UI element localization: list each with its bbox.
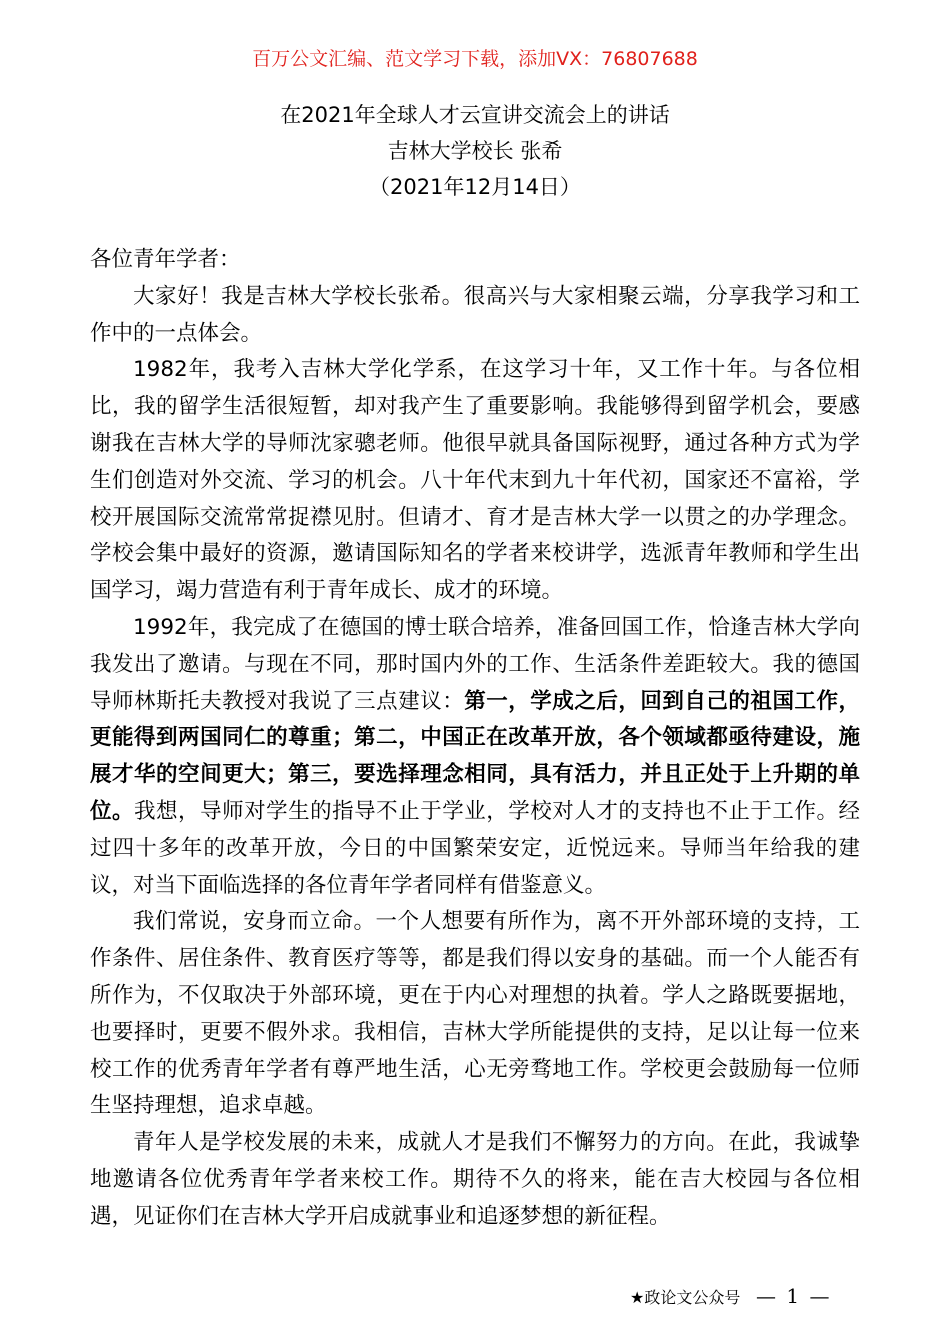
speech-date: （2021年12月14日） xyxy=(369,175,581,199)
paragraph-3 xyxy=(90,610,860,904)
paragraph-5: 青年人是学校发展的未来，成就人才是我们不懈努力的方向。在此，我诚挚地邀请各位优秀青年学者来校工作。期待不久的将来，能在吉大校园与各位相遇，见证你们在吉林大学开启成就事业和追逐梦想的新征程。 xyxy=(90,1130,860,1229)
speech-body xyxy=(90,242,860,1236)
title-block xyxy=(0,97,950,205)
advice-highlight: 第一，学成之后，回到自己的祖国工作，更能得到两国同仁的尊重；第二，中国正在改革开放，各个领域都亟待建设，施展才华的空间更大；第三，要选择理念相同，具有活力，并且正处于上升期的单位。 xyxy=(90,688,860,824)
footer-source: ★政论文公众号 xyxy=(630,1288,741,1307)
speaker-line: 吉林大学校长 张希 xyxy=(387,139,563,163)
paragraph-2: 1982年，我考入吉林大学化学系，在这学习十年，又工作十年。与各位相比，我的留学生活很短暂，却对我产生了重要影响。我能够得到留学机会，要感谢我在吉林大学的导师沈家骢老师。他很早就具备国际视野，通过各种方式为学生们创造对外交流、学习的机会。八十年代末到九十年代初，国家还不富裕，学校开展国际交流常常捉襟见肘。但请才、育才是吉林大学一以贯之的办学理念。学校会集中最好的资源，邀请国际知名的学者来校讲学，选派青年教师和学生出国学习，竭力营造有利于青年成长、成才的环境。 xyxy=(90,357,860,604)
promo-banner: 百万公文汇编、范文学习下载，添加VX：76807688 xyxy=(252,48,698,70)
paragraph-3-intro: 1992年，我完成了在德国的博士联合培养，准备回国工作，恰逢吉林大学向我发出了邀请。与现在不同，那时国内外的工作、生活条件差距较大。我的德国导师林斯托夫教授对我说了三点建议： xyxy=(90,614,860,714)
page-footer xyxy=(0,1283,950,1313)
paragraph-1: 大家好！我是吉林大学校长张希。很高兴与大家相聚云端，分享我学习和工作中的一点体会。 xyxy=(90,283,860,346)
speech-title: 在2021年全球人才云宣讲交流会上的讲话 xyxy=(280,103,670,127)
salutation: 各位青年学者： xyxy=(90,247,241,272)
paragraph-3-conclusion: 我想，导师对学生的指导不止于学业，学校对人才的支持也不止于工作。经过四十多年的改革开放，今日的中国繁荣安定，近悦远来。导师当年给我的建议，对当下面临选择的各位青年学者同样有借鉴意义。 xyxy=(90,798,860,898)
paragraph-4: 我们常说，安身而立命。一个人想要有所作为，离不开外部环境的支持，工作条件、居住条件、教育医疗等等，都是我们得以安身的基础。而一个人能否有所作为，不仅取决于外部环境，更在于内心对理想的执着。学人之路既要据地，也要择时，更要不假外求。我相信，吉林大学所能提供的支持，足以让每一位来校工作的优秀青年学者有尊严地生活，心无旁骛地工作。学校更会鼓励每一位师生坚持理想，追求卓越。 xyxy=(90,909,860,1119)
page-number: — 1 — xyxy=(756,1284,832,1308)
